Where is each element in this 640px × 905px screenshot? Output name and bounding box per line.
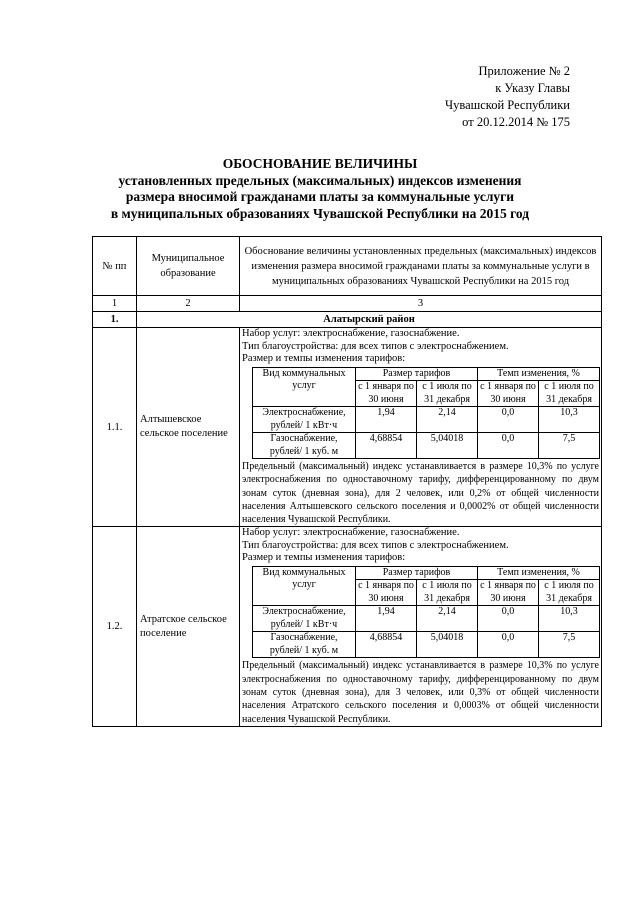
appendix-line: от 20.12.2014 № 175 [462,115,570,129]
region-number: 1. [93,312,137,328]
improvement-line: Тип благоустройства: для всех типов с электроснабжением. [242,340,509,352]
period-header: с 1 января по 30 июня [356,381,417,407]
rate-change-header: Темп изменения, % [478,566,600,580]
period-header: с 1 июля по 31 декабря [539,580,600,606]
tariffs-header-row [253,566,600,580]
service-type-header: Вид коммунальных услуг [253,566,356,606]
appendix-line: Приложение № 2 [478,64,570,78]
header-number: № пп [93,237,137,296]
tariff-value: 5,04018 [417,433,478,459]
title-line: в муниципальных образованиях Чувашской Республики на 2015 год [110,205,530,221]
justification-cell [240,527,602,726]
column-number: 1 [93,296,137,312]
index-note: Предельный (максимальный) индекс устанавливается в размере 10,3% по услуге электроснабжения по одноставочному тарифу, дифференцированному по двум зонам суток (дневная зона), для 3 человек, или 0,3% от общей численности населения Атратского сельского поселения и 0,0003% от общей численности населения Чувашской Республики. [242,660,599,725]
rate-change-header: Темп изменения, % [478,367,600,381]
document-title [60,156,580,222]
tariff-value: 1,94 [356,606,417,632]
tariff-value: 4,68854 [356,433,417,459]
tariffs-table [252,566,600,659]
column-number: 3 [240,296,602,312]
row-number: 1.2. [93,527,137,726]
period-header: с 1 июля по 31 декабря [417,580,478,606]
service-name: Газоснабжение, рублей/ 1 куб. м [253,632,356,658]
services-line: Набор услуг: электроснабжение, газоснабжение. [242,527,460,539]
period-header: с 1 июля по 31 декабря [539,381,600,407]
tariffs-caption: Размер и темпы изменения тарифов: [242,552,406,564]
service-name: Газоснабжение, рублей/ 1 куб. м [253,433,356,459]
rate-value: 10,3 [539,606,600,632]
tariff-value: 5,04018 [417,632,478,658]
justification-cell [240,328,602,527]
appendix-line: к Указу Главы [495,81,570,95]
tariffs-caption: Размер и темпы изменения тарифов: [242,353,406,364]
rate-value: 7,5 [539,433,600,459]
tariff-value: 4,68854 [356,632,417,658]
tariff-size-header: Размер тарифов [356,367,478,381]
municipality-name: Алтышевское сельское поселение [137,328,240,527]
service-name: Электроснабжение, рублей/ 1 кВт·ч [253,606,356,632]
services-line: Набор услуг: электроснабжение, газоснабжение. [242,328,460,339]
column-number: 2 [137,296,240,312]
service-type-header: Вид коммунальных услуг [253,367,356,407]
region-row [93,312,602,328]
rate-value: 0,0 [478,433,539,459]
tariff-size-header: Размер тарифов [356,566,478,580]
region-name: Алатырский район [137,312,602,328]
rate-value: 7,5 [539,632,600,658]
tariff-row-electric [253,606,600,632]
appendix-line: Чувашской Республики [444,98,570,112]
table-row [93,328,602,527]
tariff-value: 2,14 [417,407,478,433]
period-header: с 1 января по 30 июня [356,580,417,606]
service-name: Электроснабжение, рублей/ 1 кВт·ч [253,407,356,433]
table-row [93,527,602,726]
rate-value: 0,0 [478,632,539,658]
tariff-row-electric [253,407,600,433]
period-header: с 1 января по 30 июня [478,580,539,606]
table-header-row [93,237,602,296]
title-line: ОБОСНОВАНИЕ ВЕЛИЧИНЫ [222,156,418,171]
municipality-name: Атратское сельское поселение [137,527,240,726]
justification-table [92,236,602,727]
period-header: с 1 января по 30 июня [478,381,539,407]
column-numbers-row [93,296,602,312]
row-number: 1.1. [93,328,137,527]
appendix-block [400,63,570,131]
index-note: Предельный (максимальный) индекс устанавливается в размере 10,3% по услуге электроснабжения по одноставочному тарифу, дифференцированному по двум зонам суток (дневная зона), для 2 человек, или 0,2% от общей численности населения Алтышевского сельского поселения и 0,0002% от общей численности населения Чувашской Республики. [242,461,599,526]
rate-value: 0,0 [478,407,539,433]
tariffs-table [252,367,600,460]
tariffs-header-row [253,367,600,381]
tariff-row-gas [253,433,600,459]
title-line: размера вносимой гражданами платы за коммунальные услуги [125,189,515,204]
rate-value: 0,0 [478,606,539,632]
tariff-value: 2,14 [417,606,478,632]
header-justification: Обоснование величины установленных предельных (максимальных) индексов изменения размера вносимой гражданами платы за коммунальные услуги в муниципальных образованиях Чувашской Республики на 2015 год [240,237,602,296]
rate-value: 10,3 [539,407,600,433]
title-line: установленных предельных (максимальных) индексов изменения [118,172,522,188]
tariff-row-gas [253,632,600,658]
improvement-line: Тип благоустройства: для всех типов с электроснабжением. [242,539,509,551]
period-header: с 1 июля по 31 декабря [417,381,478,407]
tariff-value: 1,94 [356,407,417,433]
header-municipality: Муниципальное образование [137,237,240,296]
